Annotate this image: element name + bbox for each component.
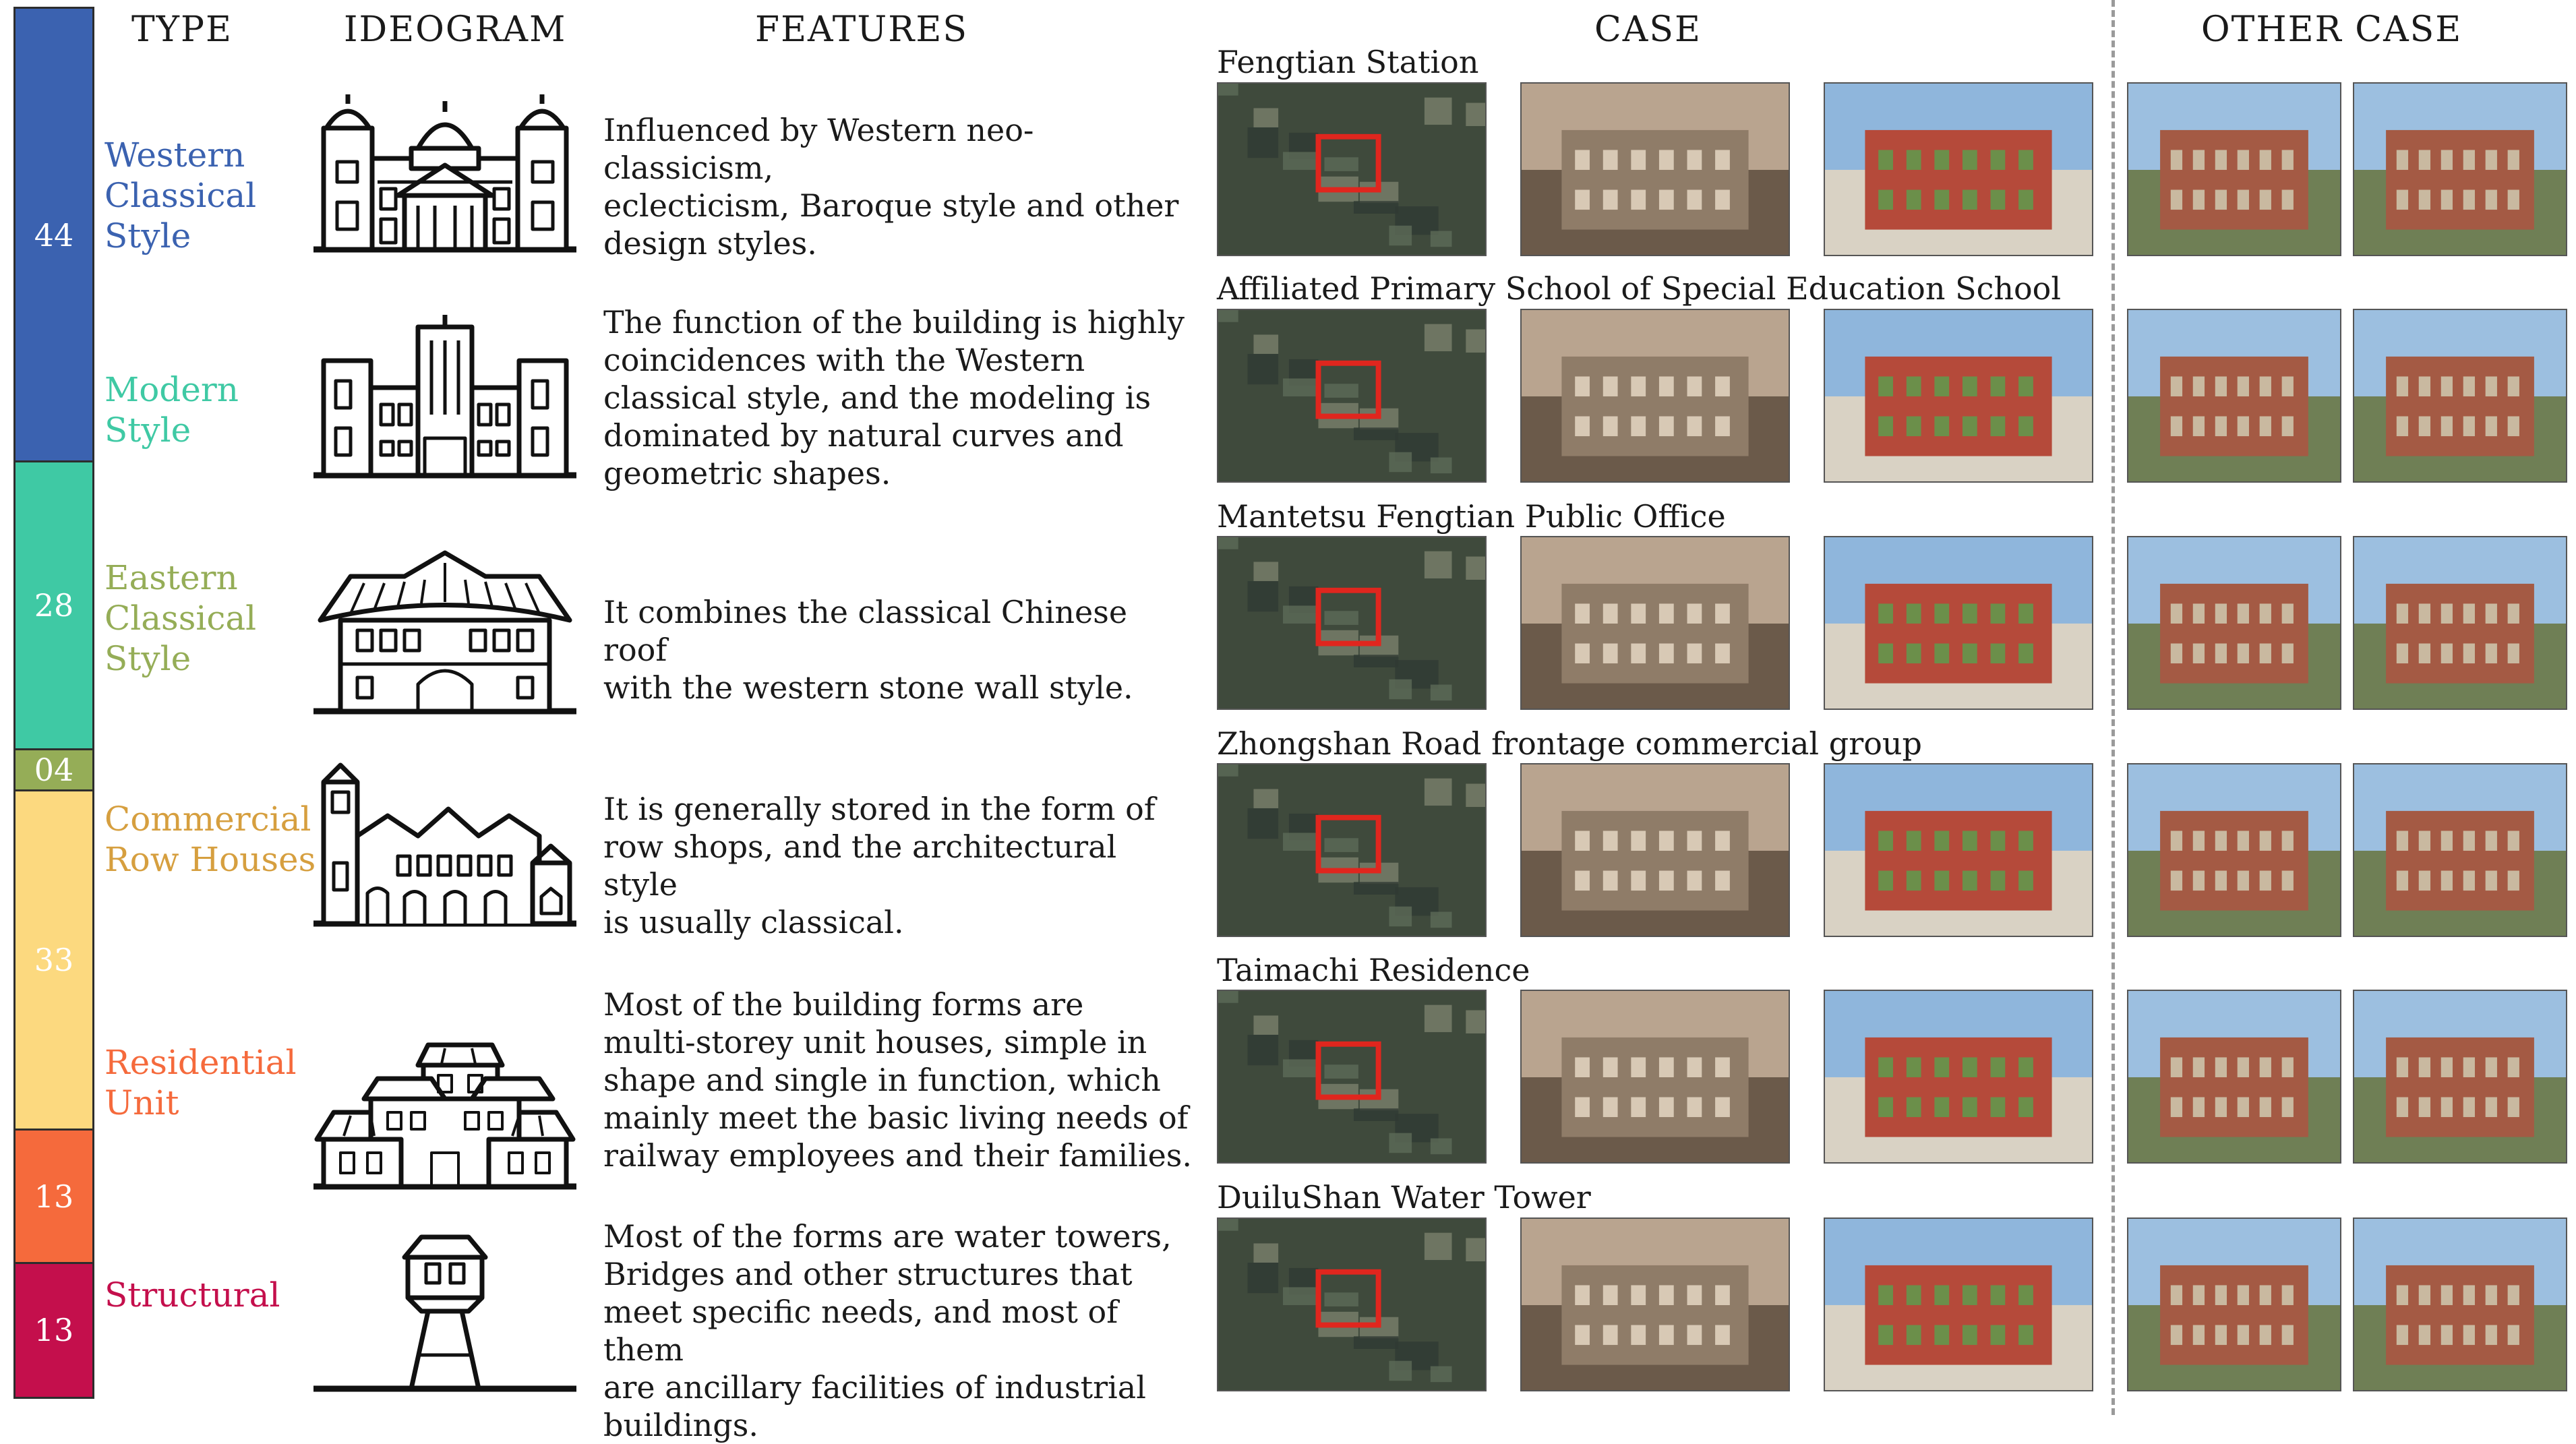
- other-case-photo: [2127, 1217, 2341, 1391]
- bar-segment-divider: [16, 1262, 92, 1264]
- case-divider: [2111, 0, 2115, 1415]
- bar-segment: 13: [16, 1263, 92, 1397]
- case-title-mantetsu-fengtian-public-office: Mantetsu Fengtian Public Office: [1217, 498, 1726, 535]
- type-label-eastern-classical: Eastern Classical Style: [104, 558, 257, 678]
- other-case-photo: [2127, 536, 2341, 710]
- header-ideogram: IDEOGRAM: [344, 9, 567, 50]
- historic-photo: [1520, 1217, 1790, 1391]
- other-case-photo: [2353, 990, 2567, 1164]
- bar-segment-divider: [16, 789, 92, 791]
- other-case-photo: [2353, 309, 2567, 483]
- bar-segment: 44: [16, 9, 92, 461]
- bar-segment-divider: [16, 460, 92, 462]
- features-structural: Most of the forms are water towers, Bridges and other structures that meet specific needs, and most of them are ancillary facilities of industrial buildings.: [603, 1218, 1172, 1443]
- satellite-map: [1217, 763, 1487, 937]
- bar-segment: 28: [16, 461, 92, 749]
- eastern-classical-building-icon: [310, 549, 580, 718]
- satellite-map: [1217, 309, 1487, 483]
- modern-photo: [1824, 763, 2093, 937]
- header-features: FEATURES: [755, 9, 968, 50]
- features-western-classical: Influenced by Western neo-classicism, eclecticism, Baroque style and other design styles.: [603, 112, 1179, 262]
- case-title-duilushan-water-tower: DuiluShan Water Tower: [1217, 1179, 1591, 1215]
- residential-unit-icon: [310, 1025, 580, 1193]
- modern-building-icon: [310, 313, 580, 482]
- bar-segment-divider: [16, 1129, 92, 1131]
- header-other-case: OTHER CASE: [2201, 9, 2463, 50]
- other-case-photo: [2127, 309, 2341, 483]
- type-label-residential-unit: Residential Unit: [104, 1043, 297, 1122]
- satellite-map: [1217, 536, 1487, 710]
- type-label-structural: Structural: [104, 1275, 280, 1315]
- other-case-photo: [2353, 82, 2567, 256]
- bar-segment-divider: [16, 748, 92, 750]
- features-residential-unit: Most of the building forms are multi-storey unit houses, simple in shape and single in function, which mainly meet the basic living needs of railway employees and their families.: [603, 986, 1193, 1174]
- satellite-map: [1217, 82, 1487, 256]
- case-title-fengtian-station: Fengtian Station: [1217, 44, 1479, 80]
- historic-photo: [1520, 536, 1790, 710]
- historic-photo: [1520, 990, 1790, 1164]
- other-case-photo: [2127, 763, 2341, 937]
- header-type: TYPE: [131, 9, 233, 50]
- satellite-map: [1217, 1217, 1487, 1391]
- historic-photo: [1520, 82, 1790, 256]
- satellite-map: [1217, 990, 1487, 1164]
- other-case-photo: [2127, 82, 2341, 256]
- case-title-affiliated-primary-school: Affiliated Primary School of Special Education School: [1217, 270, 2062, 307]
- water-tower-icon: [310, 1227, 580, 1395]
- type-label-modern: Modern Style: [104, 370, 239, 450]
- bar-segment: 04: [16, 749, 92, 790]
- other-case-photo: [2353, 536, 2567, 710]
- type-label-commercial-row-houses: Commercial Row Houses: [104, 800, 316, 879]
- case-title-zhongshan-road: Zhongshan Road frontage commercial group: [1217, 725, 1922, 762]
- modern-photo: [1824, 309, 2093, 483]
- modern-photo: [1824, 990, 2093, 1164]
- bar-segment: 13: [16, 1129, 92, 1263]
- historic-photo: [1520, 763, 1790, 937]
- header-case: CASE: [1594, 9, 1702, 50]
- bar-segment: 33: [16, 790, 92, 1129]
- features-eastern-classical: It combines the classical Chinese roof with the western stone wall style.: [603, 594, 1133, 706]
- modern-photo: [1824, 1217, 2093, 1391]
- features-modern: The function of the building is highly coincidences with the Western classical style, and the modeling is dominated by natural curves and geometric shapes.: [603, 304, 1185, 491]
- case-title-taimachi-residence: Taimachi Residence: [1217, 952, 1530, 988]
- type-label-western-classical: Western Classical Style: [104, 136, 257, 255]
- other-case-photo: [2353, 763, 2567, 937]
- western-classical-building-icon: [310, 88, 580, 256]
- other-case-photo: [2353, 1217, 2567, 1391]
- features-commercial-row-houses: It is generally stored in the form of row shops, and the architectural style is usually classical.: [603, 791, 1156, 940]
- modern-photo: [1824, 536, 2093, 710]
- historic-photo: [1520, 309, 1790, 483]
- row-houses-icon: [310, 762, 580, 930]
- modern-photo: [1824, 82, 2093, 256]
- count-bar: [13, 7, 94, 1399]
- other-case-photo: [2127, 990, 2341, 1164]
